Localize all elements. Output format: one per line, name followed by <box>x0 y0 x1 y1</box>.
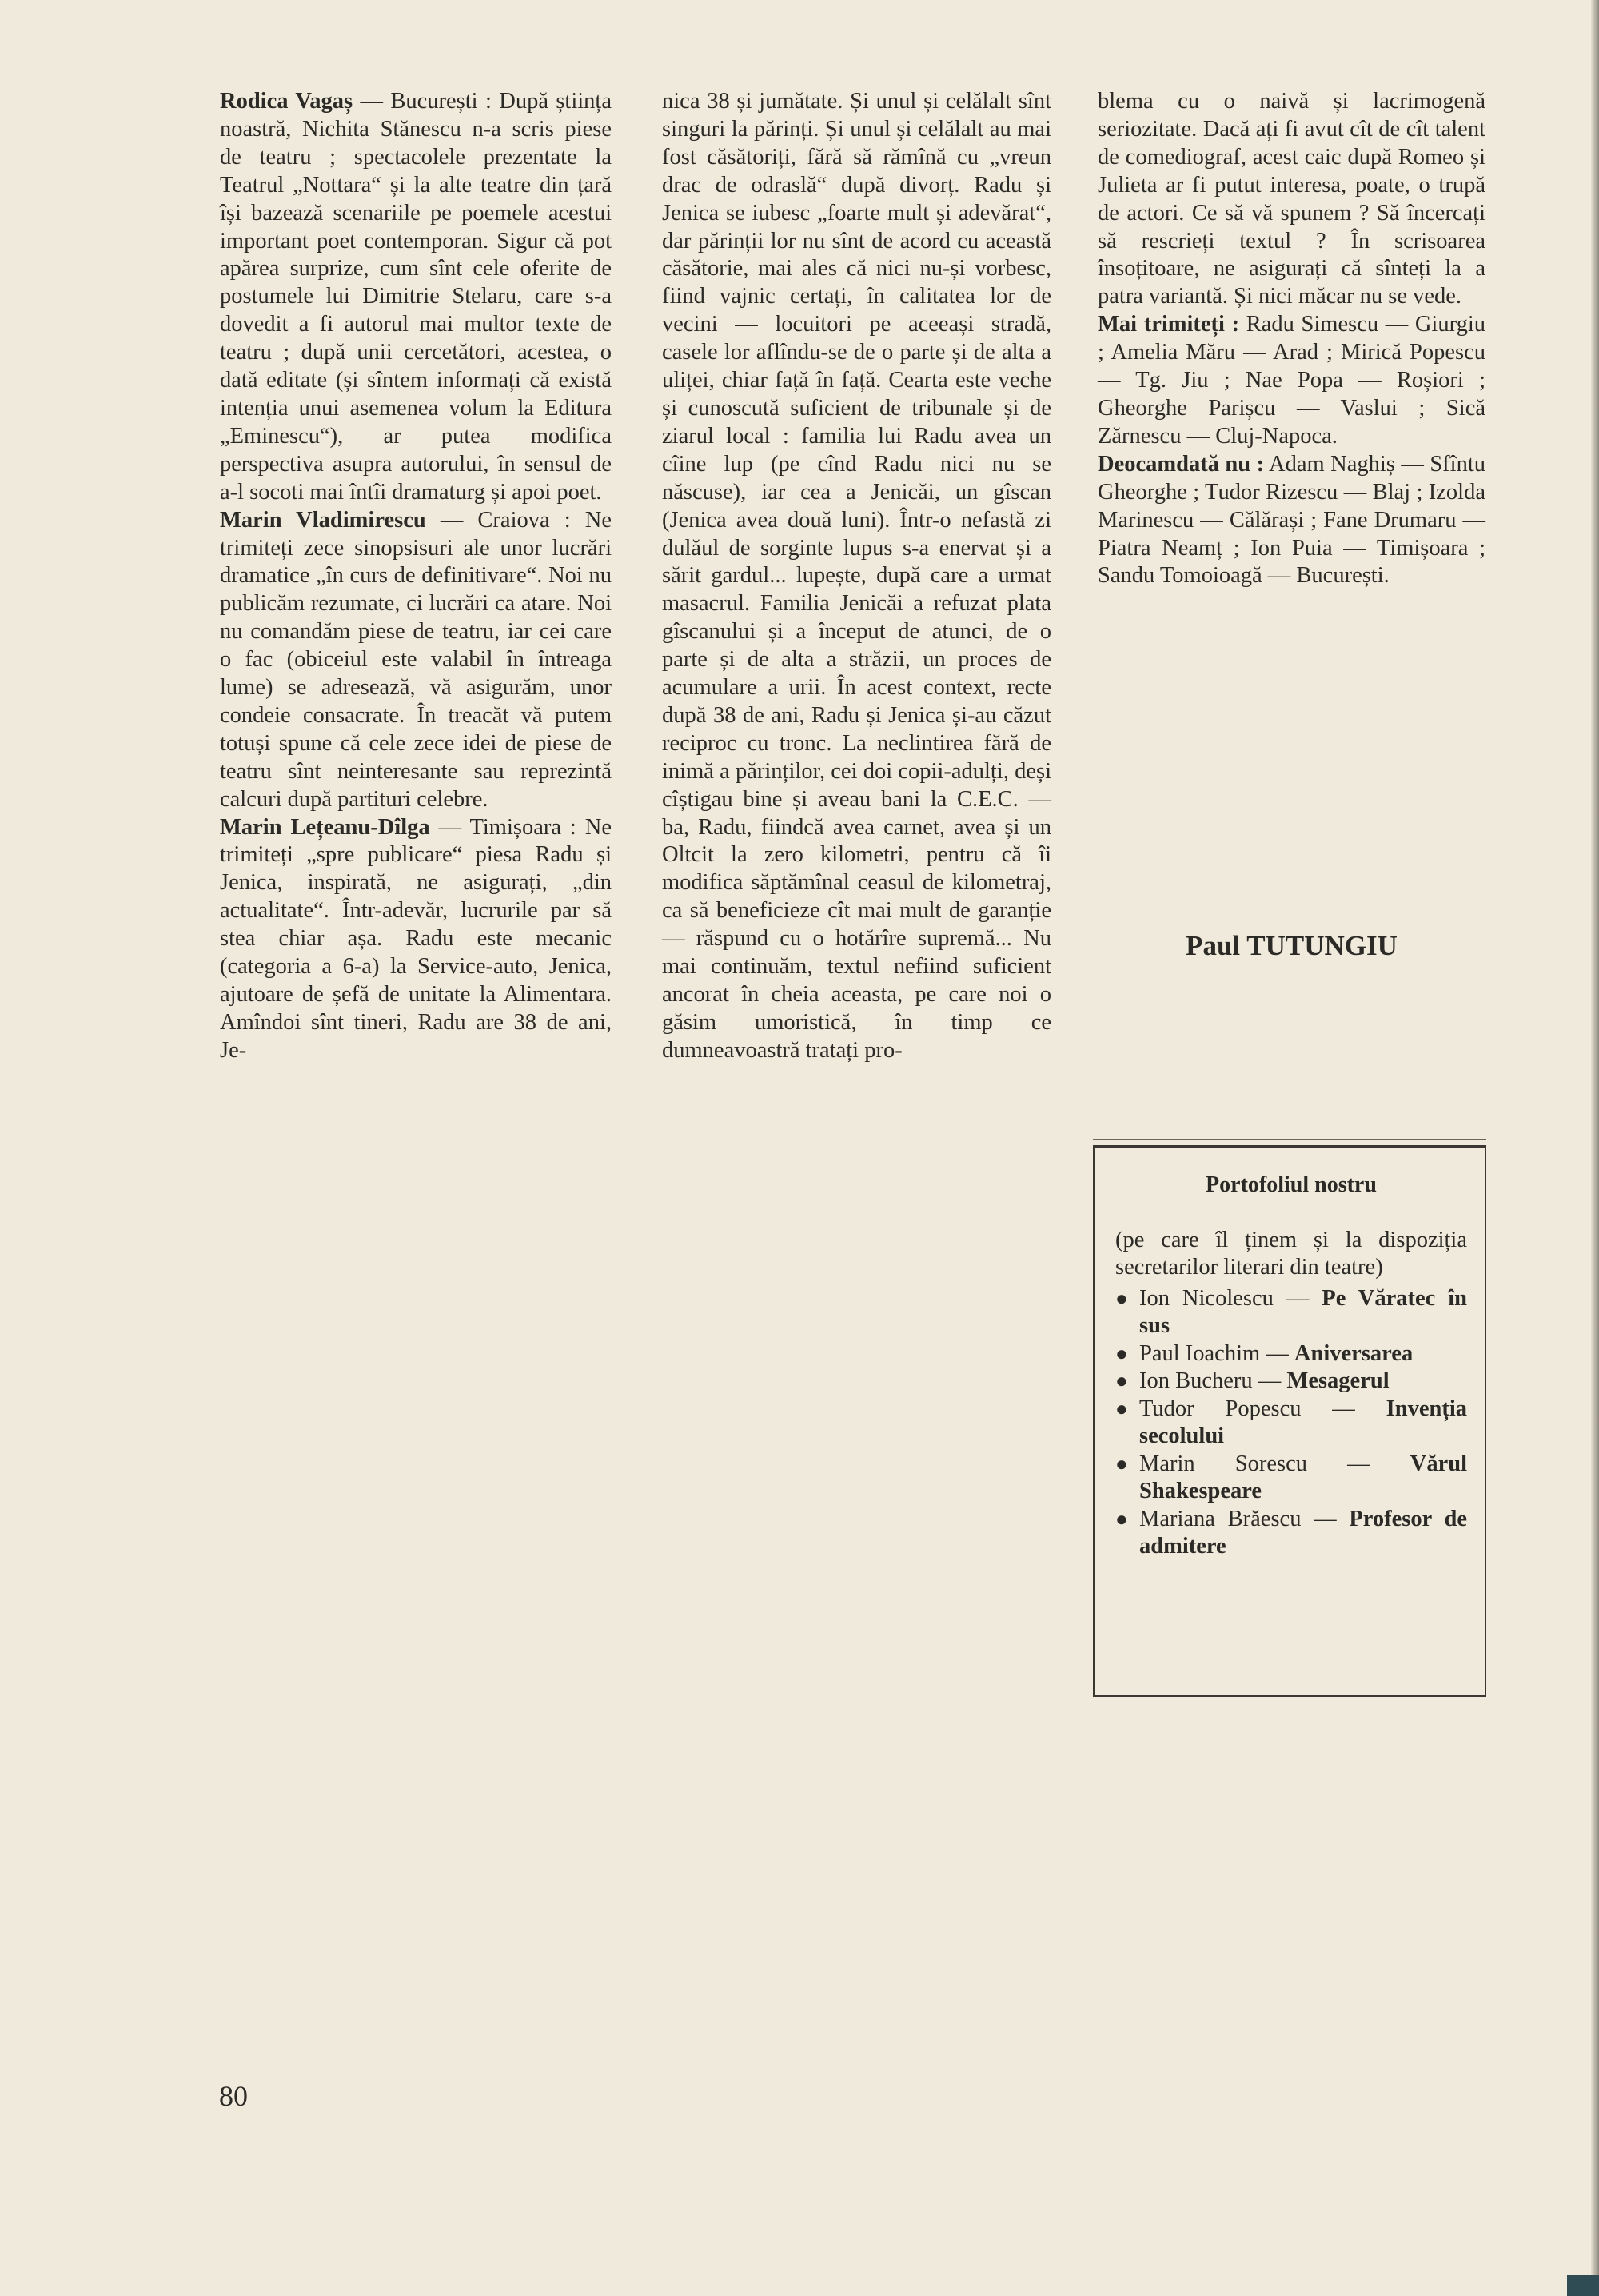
author-signature: Paul TUTUNGIU <box>1186 930 1398 961</box>
portfolio-author: Mariana Brăescu — <box>1139 1506 1350 1531</box>
text-column-1 <box>220 88 612 1065</box>
portfolio-intro: (pe care îl ținem și la dispoziția secretarilor literari din teatre) <box>1115 1227 1467 1280</box>
portfolio-title: Portofoliul nostru <box>1206 1172 1377 1197</box>
reply-text: — Craiova : Ne trimiteți zece sinopsisuri ale unor lucrări dramatice „în curs de definitivare“. Noi nu publicăm rezumate, ci lucrări ca atare. Noi nu comandăm piese de teatru, iar cei care o fac (obiceiul este valabil în întreaga lume) se adresează, vă asigurăm, unor condeie consacrate. În treacăt vă putem totuși spune că cele zece idei de piese de teatru sînt neinteresante sau reprezintă calcuri după partituri celebre. <box>220 507 612 812</box>
portfolio-author: Paul Ioachim — <box>1139 1340 1294 1366</box>
portfolio-item-text <box>1139 1396 1467 1451</box>
more-submissions-list <box>1098 311 1485 451</box>
portfolio-author: Tudor Popescu — <box>1139 1396 1386 1421</box>
binding-mark <box>1567 2275 1599 2296</box>
portfolio-play-title: Aniversarea <box>1294 1340 1414 1366</box>
page-number: 80 <box>219 2080 248 2112</box>
bullet-icon: ● <box>1115 1451 1128 1475</box>
portfolio-author: Ion Bucheru — <box>1139 1368 1287 1393</box>
letter-reply-1 <box>220 88 612 507</box>
portfolio-item <box>1115 1506 1467 1561</box>
reply-continuation: nica 38 și jumătate. Și unul și celălalt sînt singuri la părinți. Și unul și celălalt au mai fost căsătoriți, fără să rămînă cu „vreun drac de odraslă“ după divorț. Radu și Jenica se iubesc „foarte mult și adevărat“, dar părinții lor nu sînt de acord cu această căsătorie, mai ales că nici nu-și vorbesc, fiind vajnic certați, în calitatea lor de vecini — locuitori pe aceeași stradă, casele lor aflîndu-se de o parte și de alta a uliței, chiar față în față. Cearta este veche și cunoscută suficient de tribunale și de ziarul local : familia lui Radu avea un cîine lup (pe cînd Radu nici nu se născuse), iar cea a Jenicăi, un gîscan (Jenica avea două luni). Într-o nefastă zi dulăul de sorginte lupus s-a enervat și a sărit gardul... lupește, după care a urmat masacrul. Familia Jenicăi a refuzat plata gîscanului și a început de atunci, de o parte și de alta a străzii, un proces de acumulare a urii. În acest context, recte după 38 de ani, Radu și Jenica și-au căzut reciproc cu tronc. La neclintirea fără de inimă a părinților, cei doi copii-adulți, deși cîștigau bine și aveau bani la C.E.C. — ba, Radu, fiindcă avea carnet, avea și un Oltcit la zero kilometri, pentru că îi modifica săptămînal ceasul de kilometraj, ca să beneficieze cît mai mult de garanție — răspund cu o hotărîre supremă... Nu mai continuăm, textul nefiind suficient ancorat în cheia aceasta, pe care noi o găsim umoristică, în timp ce dumneavoastră tratați pro- <box>662 89 1051 1063</box>
portfolio-play-title: Invenția secolului <box>1139 1396 1467 1448</box>
portfolio-item-text <box>1139 1506 1467 1561</box>
portfolio-item <box>1115 1451 1467 1506</box>
portfolio-item-text <box>1139 1340 1467 1368</box>
portfolio-item <box>1115 1340 1467 1368</box>
portfolio-play-title: Profesor de admitere <box>1139 1506 1467 1559</box>
portfolio-box <box>1093 1145 1486 1697</box>
portfolio-item <box>1115 1396 1467 1451</box>
divider <box>1093 1139 1486 1140</box>
rejected-list <box>1098 451 1485 591</box>
text-column-3 <box>1098 88 1485 590</box>
portfolio-author: Marin Sorescu — <box>1139 1451 1410 1476</box>
correspondent-name: Rodica Vagaș <box>220 89 353 114</box>
portfolio-item <box>1115 1285 1467 1340</box>
more-submissions-label: Mai trimiteți : <box>1098 312 1240 337</box>
portfolio-play-title: Pe Văratec în sus <box>1139 1285 1467 1338</box>
bullet-icon: ● <box>1115 1369 1128 1392</box>
letter-reply-2 <box>220 507 612 814</box>
portfolio-item <box>1115 1368 1467 1396</box>
bullet-icon: ● <box>1115 1286 1128 1310</box>
correspondent-name: Marin Lețeanu-Dîlga <box>220 814 430 840</box>
reply-text: — Timișoara : Ne trimiteți „spre publicare“ piesa Radu și Jenica, inspirată, ne asigurați, „din actualitate“. Într-adevăr, lucrurile par să stea chiar așa. Radu este mecanic (categoria a 6-a) la Service-auto, Jenica, ajutoare de șefă de unitate la Alimentara. Amîndoi sînt tineri, Radu are 38 de ani, Je- <box>220 814 612 1063</box>
letter-reply-3 <box>220 814 612 1065</box>
bullet-icon: ● <box>1115 1396 1128 1420</box>
rejected-label: Deocamdată nu : <box>1098 451 1265 477</box>
bullet-icon: ● <box>1115 1507 1128 1531</box>
more-submissions-names: Radu Simescu — Giurgiu ; Amelia Măru — Arad ; Mirică Popescu — Tg. Jiu ; Nae Popa — Roșiori ; Gheorghe Parișcu — Vaslui ; Sică Zărnescu — Cluj-Napoca. <box>1098 312 1485 449</box>
portfolio-item-text <box>1139 1451 1467 1506</box>
reply-conclusion: blema cu o naivă și lacrimogenă seriozitate. Dacă ați fi avut cît de cît talent de comediograf, acest caic după Romeo și Julieta ar fi putut interesa, poate, o trupă de actori. Ce să vă spunem ? Să încercați să rescrieți textul ? În scrisoarea însoțitoare, ne asigurați că sînteți la a patra variantă. Și nici măcar nu se vede. <box>1098 89 1485 309</box>
portfolio-item-text <box>1139 1285 1467 1340</box>
portfolio-item-text <box>1139 1368 1467 1396</box>
portfolio-author: Ion Nicolescu — <box>1139 1285 1322 1311</box>
reply-text: — București : După știința noastră, Nichita Stănescu n-a scris piese de teatru ; spectacolele prezentate la Teatrul „Nottara“ și la alte teatre din țară își bazează scenariile pe poemele acestui important poet contemporan. Sigur că pot apărea surprize, cum sînt cele oferite de postumele lui Dimitrie Stelaru, care s-a dovedit a fi autorul mai multor texte de teatru ; după unii cercetători, acestea, o dată editate (și sîntem informați că există intenția unui asemenea volum la Editura „Eminescu“), ar putea modifica perspectiva asupra autorului, în sensul de a-l socoti mai întîi dramaturg și apoi poet. <box>220 89 612 505</box>
text-column-2 <box>662 88 1051 1065</box>
portfolio-list <box>1115 1285 1467 1561</box>
portfolio-play-title: Vărul Shakespeare <box>1139 1451 1467 1503</box>
portfolio-play-title: Mesagerul <box>1286 1368 1390 1393</box>
page-edge <box>1591 0 1599 2296</box>
bullet-icon: ● <box>1115 1341 1128 1365</box>
rejected-names: Adam Naghiș — Sfîntu Gheorghe ; Tudor Rizescu — Blaj ; Izolda Marinescu — Călărași ; Fane Drumaru — Piatra Neamț ; Ion Puia — Timișoara ; Sandu Tomoioagă — București. <box>1098 451 1486 589</box>
correspondent-name: Marin Vladimirescu <box>220 507 426 533</box>
